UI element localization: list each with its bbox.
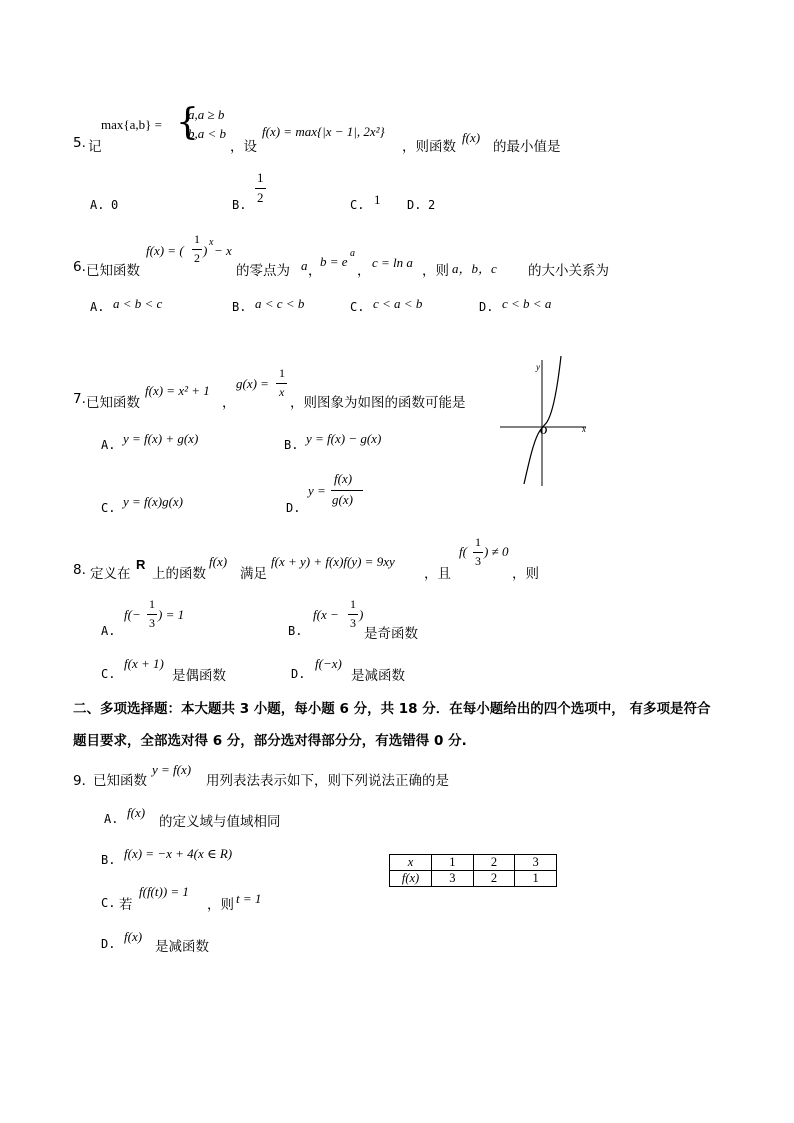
b-definition: b = e — [320, 254, 348, 269]
option-b-rhs: ) — [359, 607, 364, 622]
f-definition-lhs: f(x) = ( — [146, 243, 184, 258]
question-number: 9． — [73, 773, 96, 789]
option-a-value: 0 — [111, 198, 119, 212]
option-a-text: 的定义域与值域相同 — [159, 814, 281, 830]
table-cell: 3 — [432, 871, 474, 887]
option-b-label: B. — [284, 438, 299, 452]
table-cell: 2 — [473, 871, 515, 887]
question-number: 5. — [73, 135, 86, 151]
option-a-rhs: ) = 1 — [158, 607, 185, 622]
option-d-label: D. — [479, 300, 494, 314]
option-a-value: y = f(x) + g(x) — [123, 431, 199, 446]
stem-text: ，则函数 — [402, 139, 456, 155]
section-instructions-line-2: 题目要求，全部选对得 6 分，部分选对得部分分，有选错得 0 分. — [73, 733, 467, 749]
option-d-math: f(−x) — [315, 656, 342, 671]
stem-text: ，设 — [230, 139, 257, 155]
table-cell: x — [390, 855, 432, 871]
option-c-math-2: t = 1 — [236, 891, 262, 906]
fraction-numerator: 1 — [350, 597, 356, 611]
function-graph — [498, 352, 590, 488]
option-d-label: D. — [101, 937, 116, 951]
option-d-math: f(x) — [124, 929, 143, 944]
fraction-bar — [147, 614, 157, 615]
option-a-label: A. — [90, 198, 105, 212]
fraction-numerator: 1 — [194, 232, 200, 246]
section-instructions-line-1: 二、多项选择题：本大题共 3 小题，每小题 6 分，共 18 分．在每小题给出的四个选项中， 有多项是符合 — [73, 701, 711, 717]
table-cell: 1 — [515, 871, 557, 887]
fraction-bar — [348, 614, 358, 615]
option-c-value: y = f(x)g(x) — [123, 494, 184, 509]
option-d-label: D. — [286, 501, 301, 515]
option-c-text: 是偶函数 — [172, 668, 226, 684]
stem-text: 已知函数 — [86, 395, 140, 411]
paren: ) — [203, 243, 208, 258]
question-number: 8. — [73, 562, 86, 578]
table-row — [390, 871, 557, 887]
fraction-denominator: 2 — [194, 251, 200, 265]
stem-text: 的大小关系为 — [528, 263, 609, 279]
option-c-label: C. — [101, 667, 116, 681]
stem-text: 定义在 — [90, 566, 131, 582]
stem-text: 上的函数 — [152, 566, 206, 582]
math-yfx: y = f(x) — [152, 762, 192, 777]
stem-text: 的零点为 — [236, 263, 290, 279]
stem-text: ，则图象为如图的函数可能是 — [290, 395, 466, 411]
option-a-label: A. — [104, 812, 119, 826]
option-c-value: c < a < b — [373, 296, 423, 311]
stem-text: 的最小值是 — [493, 139, 561, 155]
table-cell: 1 — [432, 855, 474, 871]
option-c-math: f(x + 1) — [124, 656, 164, 671]
fraction-numerator: 1 — [475, 535, 481, 549]
vars-abc: a，b，c — [452, 261, 497, 276]
c-definition: c = ln a — [372, 255, 413, 270]
exponent: x — [209, 237, 214, 248]
option-b-label: B. — [232, 198, 247, 212]
option-d-text: 是减函数 — [155, 939, 209, 955]
reals-symbol: R — [136, 557, 146, 572]
option-a-lhs: f(− — [124, 607, 141, 622]
functional-equation: f(x + y) + f(x)f(y) = 9xy — [271, 554, 395, 569]
table-row — [390, 855, 557, 871]
fraction-denominator: 3 — [149, 616, 155, 630]
table-cell: f(x) — [390, 871, 432, 887]
stem-text: ，则 — [422, 263, 449, 279]
math-fx: f(x) — [462, 130, 481, 145]
fraction-bar — [331, 490, 363, 491]
option-b-lhs: f(x − — [313, 607, 339, 622]
option-c-label: C. — [350, 300, 365, 314]
table-cell: 2 — [473, 855, 515, 871]
fraction-numerator: 1 — [279, 366, 285, 380]
stem-text: ， — [222, 395, 236, 411]
option-c-math: f(f(t)) = 1 — [139, 884, 189, 899]
option-c-prefix: 若 — [119, 897, 133, 913]
y-axis-label: y — [536, 362, 540, 372]
fraction-bar — [473, 552, 483, 553]
option-a-label: A. — [101, 438, 116, 452]
option-d-value: 2 — [428, 198, 436, 212]
math-fx: f(x) — [209, 554, 228, 569]
question-number: 7. — [73, 391, 86, 407]
option-d-label: D. — [291, 667, 306, 681]
option-b-math: f(x) = −x + 4(x ∈ R) — [124, 846, 233, 861]
option-b-value: y = f(x) − g(x) — [306, 431, 382, 446]
fraction-bar — [192, 249, 202, 250]
exponent: a — [350, 248, 355, 259]
option-d-text: 是减函数 — [351, 668, 405, 684]
stem-text: 用列表法表示如下，则下列说法正确的是 — [206, 773, 449, 789]
fraction-denominator: 3 — [475, 554, 481, 568]
fraction-numerator: f(x) — [334, 471, 353, 486]
case-1: a,a ≥ b — [188, 107, 225, 122]
option-c-label: C. — [350, 198, 365, 212]
origin-label: O — [540, 426, 548, 437]
fraction-bar — [255, 188, 266, 189]
g-definition-lhs: g(x) = — [236, 376, 269, 391]
option-b-value: a < c < b — [255, 296, 305, 311]
stem-text: ， — [308, 263, 322, 279]
max-definition: max{a,b} = — [101, 117, 162, 132]
fraction-numerator: 1 — [257, 170, 264, 185]
option-c-value: 1 — [374, 192, 381, 207]
stem-text: 记 — [88, 139, 102, 155]
option-a-value: a < b < c — [113, 296, 163, 311]
stem-text: 已知函数 — [93, 773, 147, 789]
option-b-label: B. — [288, 624, 303, 638]
fraction-bar — [276, 383, 287, 384]
f-definition: f(x) = max{|x − 1|, 2x²} — [262, 124, 385, 139]
option-d-lhs: y = — [308, 483, 326, 498]
option-a-label: A. — [90, 300, 105, 314]
fraction-numerator: 1 — [149, 597, 155, 611]
option-b-text: 是奇函数 — [364, 626, 418, 642]
option-b-label: B. — [101, 853, 116, 867]
option-c-label: C. — [101, 896, 116, 910]
var-a: a — [301, 258, 308, 273]
stem-text: 满足 — [240, 566, 267, 582]
stem-text: 已知函数 — [86, 263, 140, 279]
fraction-denominator: x — [279, 385, 285, 399]
stem-text: ，且 — [424, 566, 451, 582]
question-number: 6. — [73, 259, 86, 275]
condition-rhs: ) ≠ 0 — [484, 544, 509, 559]
condition-lhs: f( — [459, 544, 467, 559]
option-c-mid: ，则 — [207, 897, 234, 913]
table-cell: 3 — [515, 855, 557, 871]
option-b-label: B. — [232, 300, 247, 314]
stem-text: ， — [357, 263, 371, 279]
fraction-denominator: g(x) — [332, 492, 353, 507]
cases-brace: { — [176, 102, 199, 143]
case-2: b,a < b — [188, 126, 227, 141]
option-c-label: C. — [101, 501, 116, 515]
f-definition: f(x) = x² + 1 — [145, 383, 210, 398]
x-axis-label: x — [582, 424, 586, 434]
fraction-denominator: 2 — [257, 190, 264, 205]
option-d-label: D. — [407, 198, 422, 212]
value-table — [389, 854, 557, 887]
fraction-denominator: 3 — [350, 616, 356, 630]
option-a-math: f(x) — [127, 805, 146, 820]
f-definition-tail: − x — [214, 243, 232, 258]
option-d-value: c < b < a — [502, 296, 552, 311]
stem-text: ，则 — [512, 566, 539, 582]
option-a-label: A. — [101, 624, 116, 638]
